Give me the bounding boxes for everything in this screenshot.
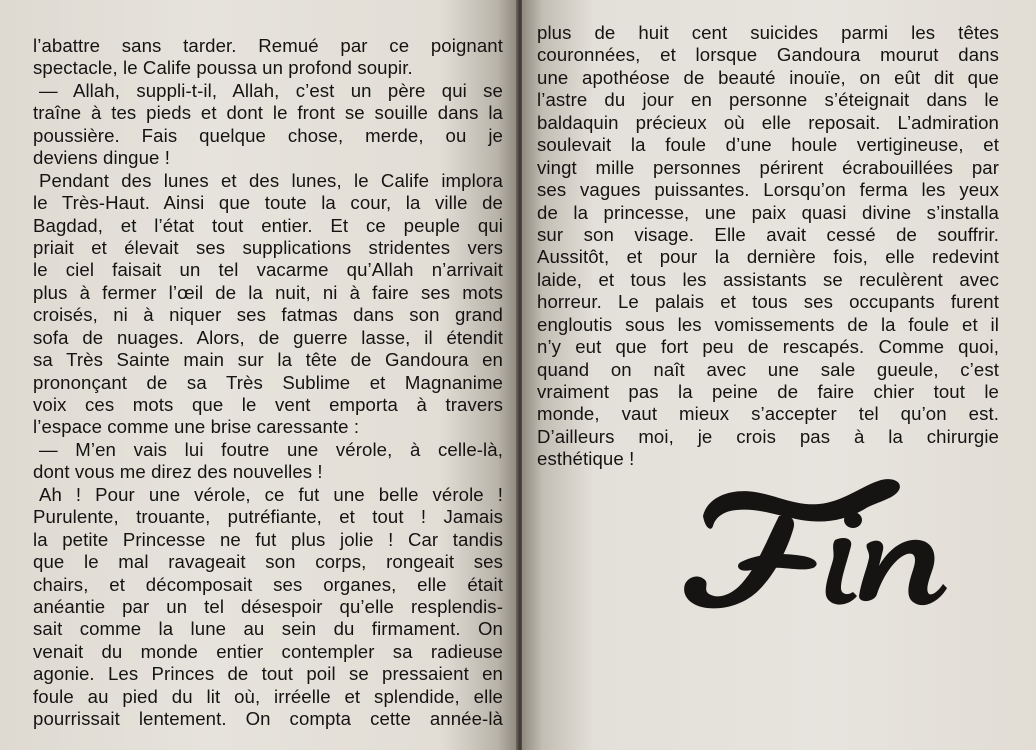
text-line: le Très-Haut. Ainsi que toute la cour, la ville de xyxy=(33,192,503,214)
text-line: poussière. Fais quelque chose, merde, ou je xyxy=(33,124,503,146)
text-line: esthétique ! xyxy=(537,448,635,470)
text-line: foule au pied du lit où, irréelle et splendide, elle xyxy=(33,685,503,707)
text-line: ses vagues puissantes. Lorsqu’on ferma les yeux xyxy=(537,179,999,201)
text-line: une apothéose de beauté inouïe, on eût dit que xyxy=(537,66,999,88)
text-line: — Allah, suppli-t-il, Allah, c’est un père qui se xyxy=(39,79,503,101)
text-line: venait du monde entier contempler sa radieuse xyxy=(33,640,503,662)
text-line: Pendant des lunes et des lunes, le Calife implora xyxy=(39,169,503,191)
text-line: anéantie par un tel désespoir qu’elle resplendis- xyxy=(33,595,503,617)
right-page xyxy=(522,0,1036,750)
text-line: sur son visage. Elle avait cessé de souffrir. xyxy=(537,223,999,245)
fin-logo xyxy=(667,470,972,620)
text-line: quand on naît avec une sale gueule, c’est xyxy=(537,358,999,380)
text-line: D’ailleurs moi, je crois pas à la chirurgie xyxy=(537,425,999,447)
text-line: Ah ! Pour une vérole, ce fut une belle vérole ! xyxy=(39,483,503,505)
text-line: dont vous me direz des nouvelles ! xyxy=(33,461,323,483)
text-line: horreur. Le palais et tous ses occupants furent xyxy=(537,291,999,313)
text-line: prononçant de sa Très Sublime et Magnanime xyxy=(33,371,503,393)
text-line: vingt mille personnes périrent écrabouillées par xyxy=(537,156,999,178)
text-line: n’y eut que fort peu de rescapés. Comme quoi, xyxy=(537,336,999,358)
text-line: que le mal ravageait son corps, rongeait ses xyxy=(33,551,503,573)
text-line: la petite Princesse ne fut plus jolie ! Car tandis xyxy=(33,528,503,550)
text-line: le ciel faisait un tel vacarme qu’Allah n’arrivait xyxy=(33,259,503,281)
text-line: priait et élevait ses supplications stridentes vers xyxy=(33,236,503,258)
text-line: croisés, ni à niquer ses fatmas dans son grand xyxy=(33,304,503,326)
text-line: plus de huit cent suicides parmi les têtes xyxy=(537,22,999,43)
text-line: l’abattre sans tarder. Remué par ce poignant xyxy=(33,35,503,56)
text-line: soulevait la foule d’une houle vertigineuse, et xyxy=(537,134,999,156)
text-line: sa Très Sainte main sur la tête de Gandoura en xyxy=(33,349,503,371)
text-line: agonie. Les Princes de tout poil se pressaient en xyxy=(33,663,503,685)
text-line: — M’en vais lui foutre une vérole, à celle-là, xyxy=(39,438,503,460)
right-page-text xyxy=(537,22,999,471)
text-line: monde, vaut mieux s’accepter tel qu’on est. xyxy=(537,403,999,425)
left-page-text xyxy=(33,35,503,731)
text-line: l’astre du jour en personne s’éteignait dans le xyxy=(537,89,999,111)
text-line: de la princesse, une paix quasi divine s’installa xyxy=(537,201,999,223)
text-line: couronnées, et lorsque Gandoura mourut dans xyxy=(537,44,999,66)
text-line: deviens dingue ! xyxy=(33,147,171,169)
text-line: Bagdad, et l’état tout entier. Et ce peuple qui xyxy=(33,214,503,236)
text-line: engloutis sous les vomissements de la foule et il xyxy=(537,313,999,335)
text-line: plus à fermer l’œil de la nuit, ni à faire ses mots xyxy=(33,281,503,303)
text-line: Aussitôt, et pour la dernière fois, elle redevint xyxy=(537,246,999,268)
text-line: laide, et tous les assistants se reculèrent avec xyxy=(537,268,999,290)
text-line: baldaquin précieux où elle reposait. L’admiration xyxy=(537,111,999,133)
text-line: sait comme la lune au sein du firmament. On xyxy=(33,618,503,640)
text-line: voix ces mots que le vent emporta à travers xyxy=(33,394,503,415)
text-line: Purulente, trouante, putréfiante, et tout ! Jamais xyxy=(33,506,503,528)
text-line: chairs, et décomposait ses organes, elle était xyxy=(33,573,503,595)
text-line: sofa de nuages. Alors, de guerre lasse, il étendit xyxy=(33,326,503,348)
text-line: vraiment pas la peine de faire chier tout le xyxy=(537,381,999,402)
text-line: spectacle, le Calife poussa un profond soupir. xyxy=(33,57,413,79)
text-line: l’espace comme une brise caressante : xyxy=(33,416,360,438)
text-line: pourrissait lentement. On compta cette année-là xyxy=(33,708,503,730)
text-line: traîne à tes pieds et dont le front se souille dans la xyxy=(33,102,503,124)
